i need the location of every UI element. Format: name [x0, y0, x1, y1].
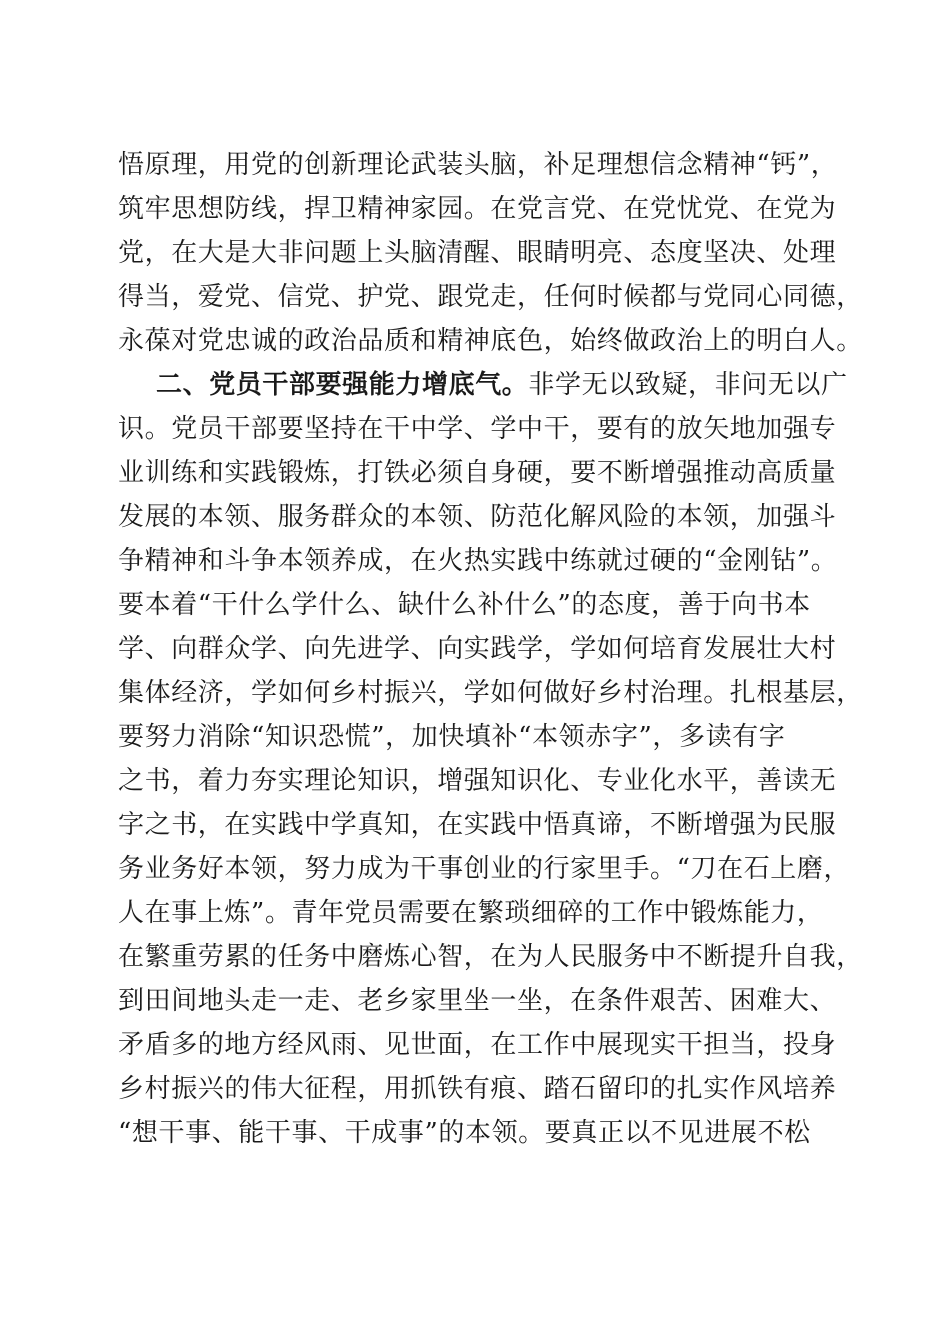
section-intro: 非学无以致疑，非问无以广 [528, 370, 848, 400]
paragraph-line: “想干事、能干事、干成事”的本领。要真正以不见进展不松 [118, 1118, 811, 1148]
paragraph-line: 之书，着力夯实理论知识，增强知识化、专业化水平，善读无 [118, 766, 837, 796]
paragraph-line: 矛盾多的地方经风雨、见世面，在工作中展现实干担当，投身 [118, 1030, 837, 1060]
section-heading-line [156, 367, 848, 403]
paragraph-line: 争精神和斗争本领养成，在火热实践中练就过硬的“金刚钻”。 [118, 546, 838, 576]
paragraph-line: 要努力消除“知识恐慌”，加快填补“本领赤字”，多读有字 [118, 722, 786, 752]
paragraph-line: 筑牢思想防线，捍卫精神家园。在党言党、在党忧党、在党为 [118, 194, 837, 224]
paragraph-line: 字之书，在实践中学真知，在实践中悟真谛，不断增强为民服 [118, 810, 837, 840]
paragraph-line: 党，在大是大非问题上头脑清醒、眼睛明亮、态度坚决、处理 [118, 238, 837, 268]
paragraph-line: 要本着“干什么学什么、缺什么补什么”的态度，善于向书本 [118, 590, 811, 620]
paragraph-line: 学、向群众学、向先进学、向实践学，学如何培育发展壮大村 [118, 634, 837, 664]
paragraph-line: 业训练和实践锻炼，打铁必须自身硬，要不断增强推动高质量 [118, 458, 837, 488]
paragraph-line: 发展的本领、服务群众的本领、防范化解风险的本领，加强斗 [118, 502, 837, 532]
paragraph-line: 人在事上炼”。青年党员需要在繁琐细碎的工作中锻炼能力， [118, 898, 824, 928]
paragraph-line: 乡村振兴的伟大征程，用抓铁有痕、踏石留印的扎实作风培养 [118, 1074, 837, 1104]
paragraph-line: 永葆对党忠诚的政治品质和精神底色，始终做政治上的明白人。 [118, 326, 863, 356]
paragraph-line: 集体经济，学如何乡村振兴，学如何做好乡村治理。扎根基层， [118, 678, 863, 708]
paragraph-line: 到田间地头走一走、老乡家里坐一坐，在条件艰苦、困难大、 [118, 986, 837, 1016]
paragraph-line: 得当，爱党、信党、护党、跟党走，任何时候都与党同心同德， [118, 282, 863, 312]
section-heading: 二、党员干部要强能力增底气。 [156, 370, 529, 400]
paragraph-line: 悟原理，用党的创新理论武装头脑，补足理想信念精神“钙”， [118, 150, 838, 180]
paragraph-line: 识。党员干部要坚持在干中学、学中干，要有的放矢地加强专 [118, 414, 837, 444]
paragraph-line: 在繁重劳累的任务中磨炼心智，在为人民服务中不断提升自我， [118, 942, 863, 972]
paragraph-line: 务业务好本领，努力成为干事创业的行家里手。“刀在石上磨， [118, 854, 851, 884]
